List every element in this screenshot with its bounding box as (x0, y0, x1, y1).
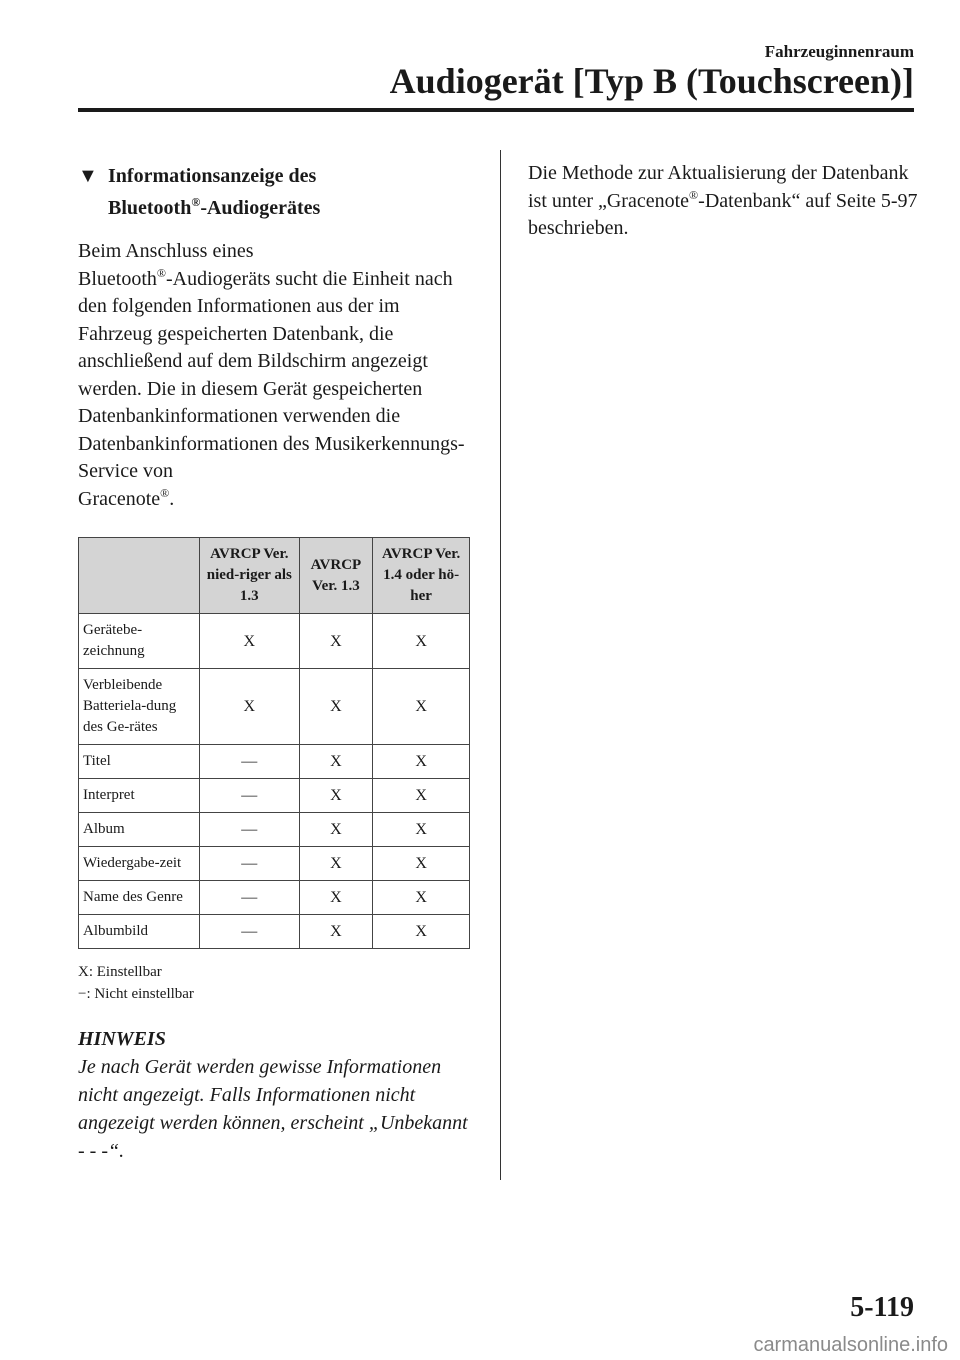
table-cell: — (200, 779, 300, 813)
header-rule (78, 108, 914, 112)
row-label: Verbleibende Batteriela-dung des Ge-rätes (79, 669, 200, 745)
table-row (79, 813, 470, 847)
table-row (79, 669, 470, 745)
row-label: Titel (79, 745, 200, 779)
table-cell: X (299, 915, 373, 949)
table-cell: — (200, 915, 300, 949)
subheading-text: Informationsanzeige des Bluetooth®-Audiogerätes (108, 165, 321, 219)
row-label: Albumbild (79, 915, 200, 949)
table-header-cell: AVRCP Ver. nied-riger als 1.3 (200, 538, 300, 614)
table-cell: X (373, 614, 470, 669)
table-cell: — (200, 847, 300, 881)
subheading (78, 160, 472, 224)
table-cell: X (299, 779, 373, 813)
table-cell: — (200, 881, 300, 915)
note-title: HINWEIS (78, 1028, 166, 1050)
page-number: 5-119 (850, 1292, 914, 1323)
table-cell: X (200, 669, 300, 745)
table-cell: X (299, 745, 373, 779)
page-title: Audiogerät [Typ B (Touchscreen)] (389, 61, 914, 101)
row-label: Wiedergabe-zeit (79, 847, 200, 881)
table-cell: X (373, 745, 470, 779)
right-column (528, 160, 918, 243)
watermark: carmanualsonline.info (753, 1334, 948, 1356)
table-header-row (79, 538, 470, 614)
table-cell: X (373, 813, 470, 847)
table-row (79, 847, 470, 881)
table-cell: — (200, 813, 300, 847)
table-cell: X (299, 669, 373, 745)
triangle-down-icon: ▼ (78, 165, 98, 187)
table-row (79, 779, 470, 813)
table-row (79, 745, 470, 779)
table-cell: X (373, 881, 470, 915)
row-label: Gerätebe-zeichnung (79, 614, 200, 669)
row-label: Interpret (79, 779, 200, 813)
column-divider (500, 150, 501, 1180)
info-table (78, 537, 470, 949)
table-legend: X: Einstellbar −: Nicht einstellbar (78, 964, 194, 1002)
row-label: Album (79, 813, 200, 847)
table-cell: — (200, 745, 300, 779)
note-text: Je nach Gerät werden gewisse Informationen nicht angezeigt. Falls Informationen nicht angezeigt werden können, erscheint „Unbekannt - - -“. (78, 1056, 468, 1162)
table-cell: X (373, 779, 470, 813)
table-cell: X (299, 881, 373, 915)
table-header-cell (79, 538, 200, 614)
table-cell: X (299, 847, 373, 881)
right-paragraph: Die Methode zur Aktualisierung der Datenbank ist unter „Gracenote®-Datenbank“ auf Seite 5-97 beschrieben. (528, 162, 918, 239)
table-cell: X (373, 915, 470, 949)
table-row (79, 614, 470, 669)
table-header-cell: AVRCP Ver. 1.4 oder hö-her (373, 538, 470, 614)
table-cell: X (373, 847, 470, 881)
table-header-cell: AVRCP Ver. 1.3 (299, 538, 373, 614)
table-cell: X (299, 813, 373, 847)
table-cell: X (299, 614, 373, 669)
table-cell: X (200, 614, 300, 669)
intro-paragraph: Beim Anschluss eines Bluetooth®-Audiogeräts sucht die Einheit nach den folgenden Informationen aus der im Fahrzeug gespeicherten Datenbank, die anschließend auf dem Bildschirm angezeigt werden. Die in diesem Gerät gespeicherten Datenbankinformationen verwenden die Datenbankinformationen des Musikerkennungs-Service von Gracenote®. (78, 240, 465, 510)
table-row (79, 881, 470, 915)
left-column (78, 160, 472, 1165)
table-cell: X (373, 669, 470, 745)
table-row (79, 915, 470, 949)
header-section-label: Fahrzeuginnenraum (764, 42, 914, 61)
row-label: Name des Genre (79, 881, 200, 915)
